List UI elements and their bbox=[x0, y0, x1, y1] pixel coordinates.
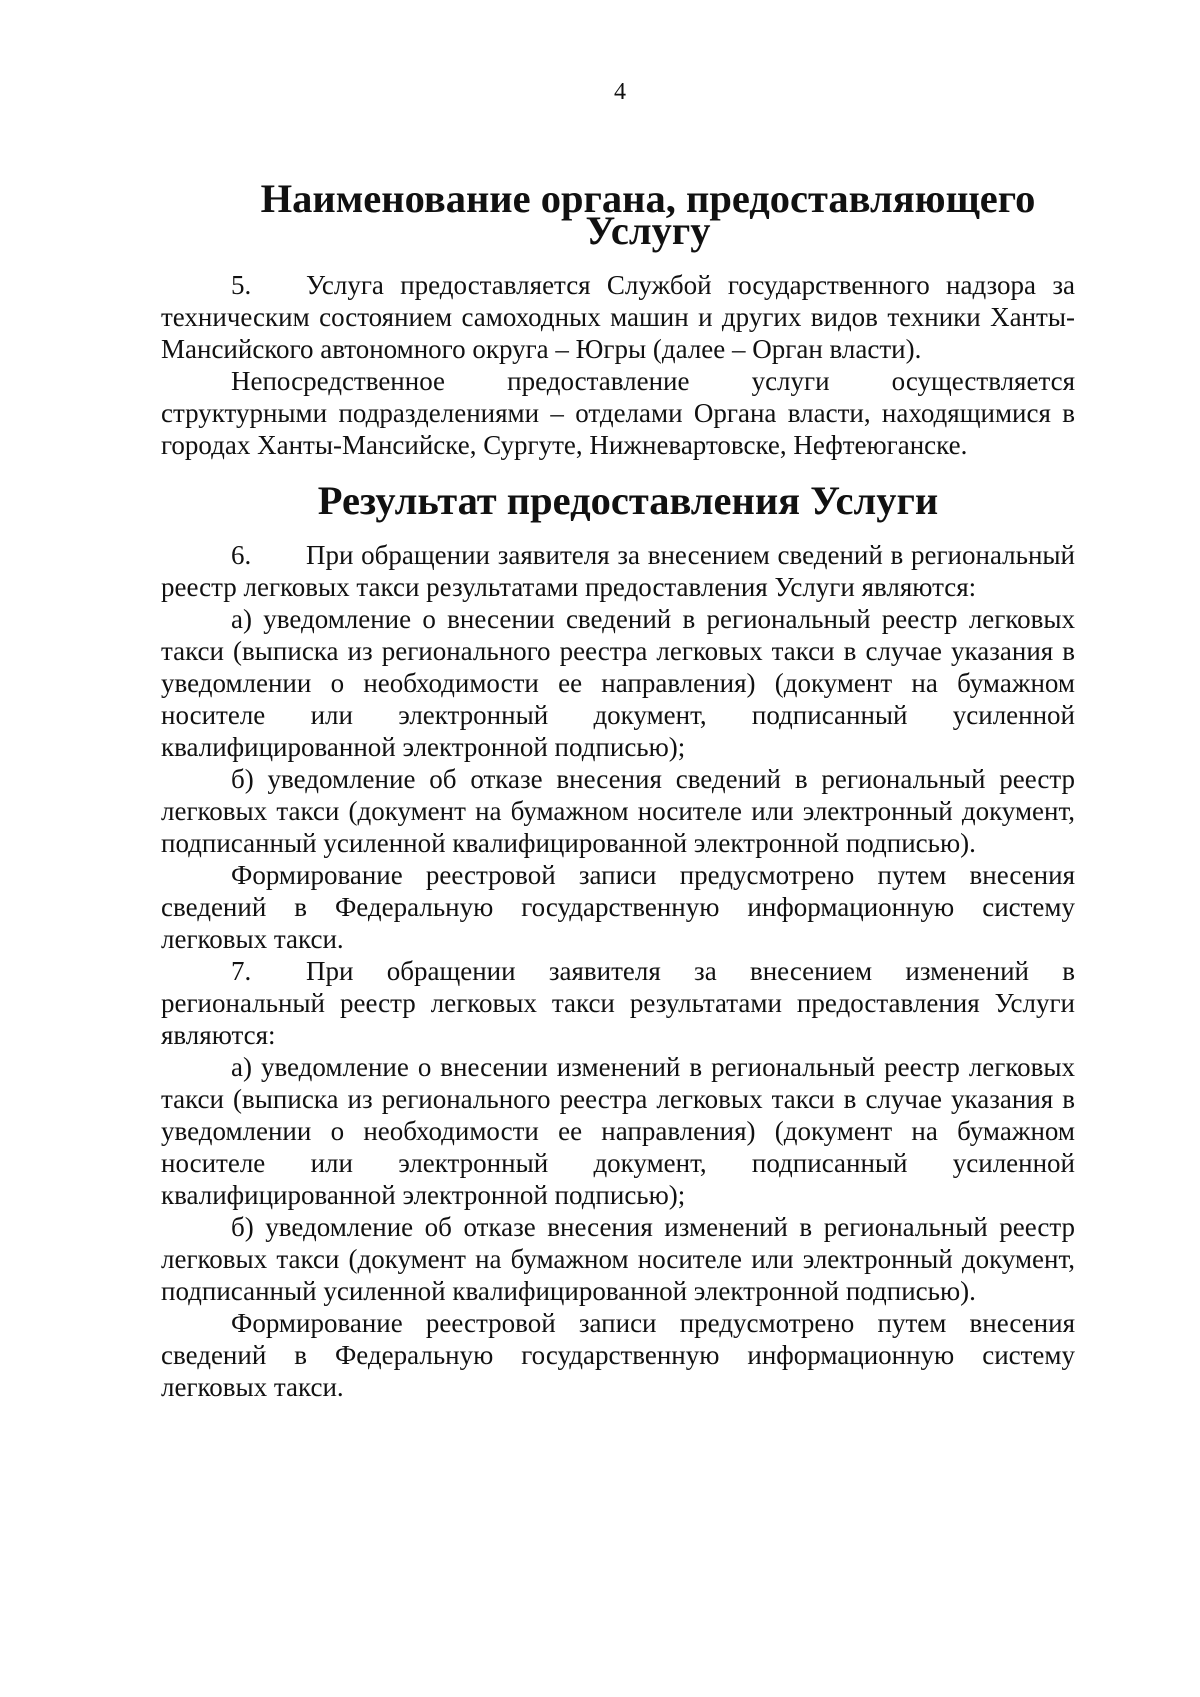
paragraph-7 bbox=[161, 955, 1075, 1051]
paragraph-6-a: а) уведомление о внесении сведений в региональный реестр легковых такси (выписка из регионального реестра легковых такси в случае указания в уведомлении о необходимости ее направления) (документ на бумажном носителе или электронный документ, подписанный усиленной квалифицированной электронной подписью); bbox=[161, 604, 1075, 762]
paragraph-7-b: б) уведомление об отказе внесения изменений в региональный реестр легковых такси (документ на бумажном носителе или электронный документ, подписанный усиленной квалифицированной электронной подписью). bbox=[161, 1212, 1075, 1306]
section-heading-authority: Наименование органа, предоставляющего Услугу bbox=[260, 176, 1036, 253]
paragraph-6 bbox=[161, 539, 1075, 603]
paragraph-6-formation: Формирование реестровой записи предусмотрено путем внесения сведений в Федеральную государственную информационную систему легковых такси. bbox=[161, 860, 1075, 954]
document-body bbox=[161, 176, 1075, 1403]
paragraph-6-b: б) уведомление об отказе внесения сведений в региональный реестр легковых такси (документ на бумажном носителе или электронный документ, подписанный усиленной квалифицированной электронной подписью). bbox=[161, 764, 1075, 858]
section-heading-result: Результат предоставления Услуги bbox=[317, 478, 939, 523]
paragraph-6-text: При обращении заявителя за внесением сведений в региональный реестр легковых такси результатами предоставления Услуги являются: bbox=[161, 540, 1075, 602]
paragraph-5 bbox=[161, 269, 1075, 365]
paragraph-6-number: 6. bbox=[231, 540, 252, 570]
paragraph-7-number: 7. bbox=[231, 956, 252, 986]
paragraph-5-text: Услуга предоставляется Службой государственного надзора за техническим состоянием самоходных машин и других видов техники Ханты-Мансийского автономного округа – Югры (далее – Орган власти). bbox=[161, 270, 1075, 364]
paragraph-7-text: При обращении заявителя за внесением изменений в региональный реестр легковых такси результатами предоставления Услуги являются: bbox=[161, 956, 1075, 1050]
page-number: 4 bbox=[614, 79, 626, 105]
paragraph-7-formation: Формирование реестровой записи предусмотрено путем внесения сведений в Федеральную государственную информационную систему легковых такси. bbox=[161, 1308, 1075, 1402]
paragraph-5-number: 5. bbox=[231, 270, 252, 300]
paragraph-direct-provision: Непосредственное предоставление услуги осуществляется структурными подразделениями – отделами Органа власти, находящимися в городах Ханты-Мансийске, Сургуте, Нижневартовске, Нефтеюганске. bbox=[161, 366, 1075, 460]
paragraph-7-a: а) уведомление о внесении изменений в региональный реестр легковых такси (выписка из регионального реестра легковых такси в случае указания в уведомлении о необходимости ее направления) (документ на бумажном носителе или электронный документ, подписанный усиленной квалифицированной электронной подписью); bbox=[161, 1052, 1075, 1210]
